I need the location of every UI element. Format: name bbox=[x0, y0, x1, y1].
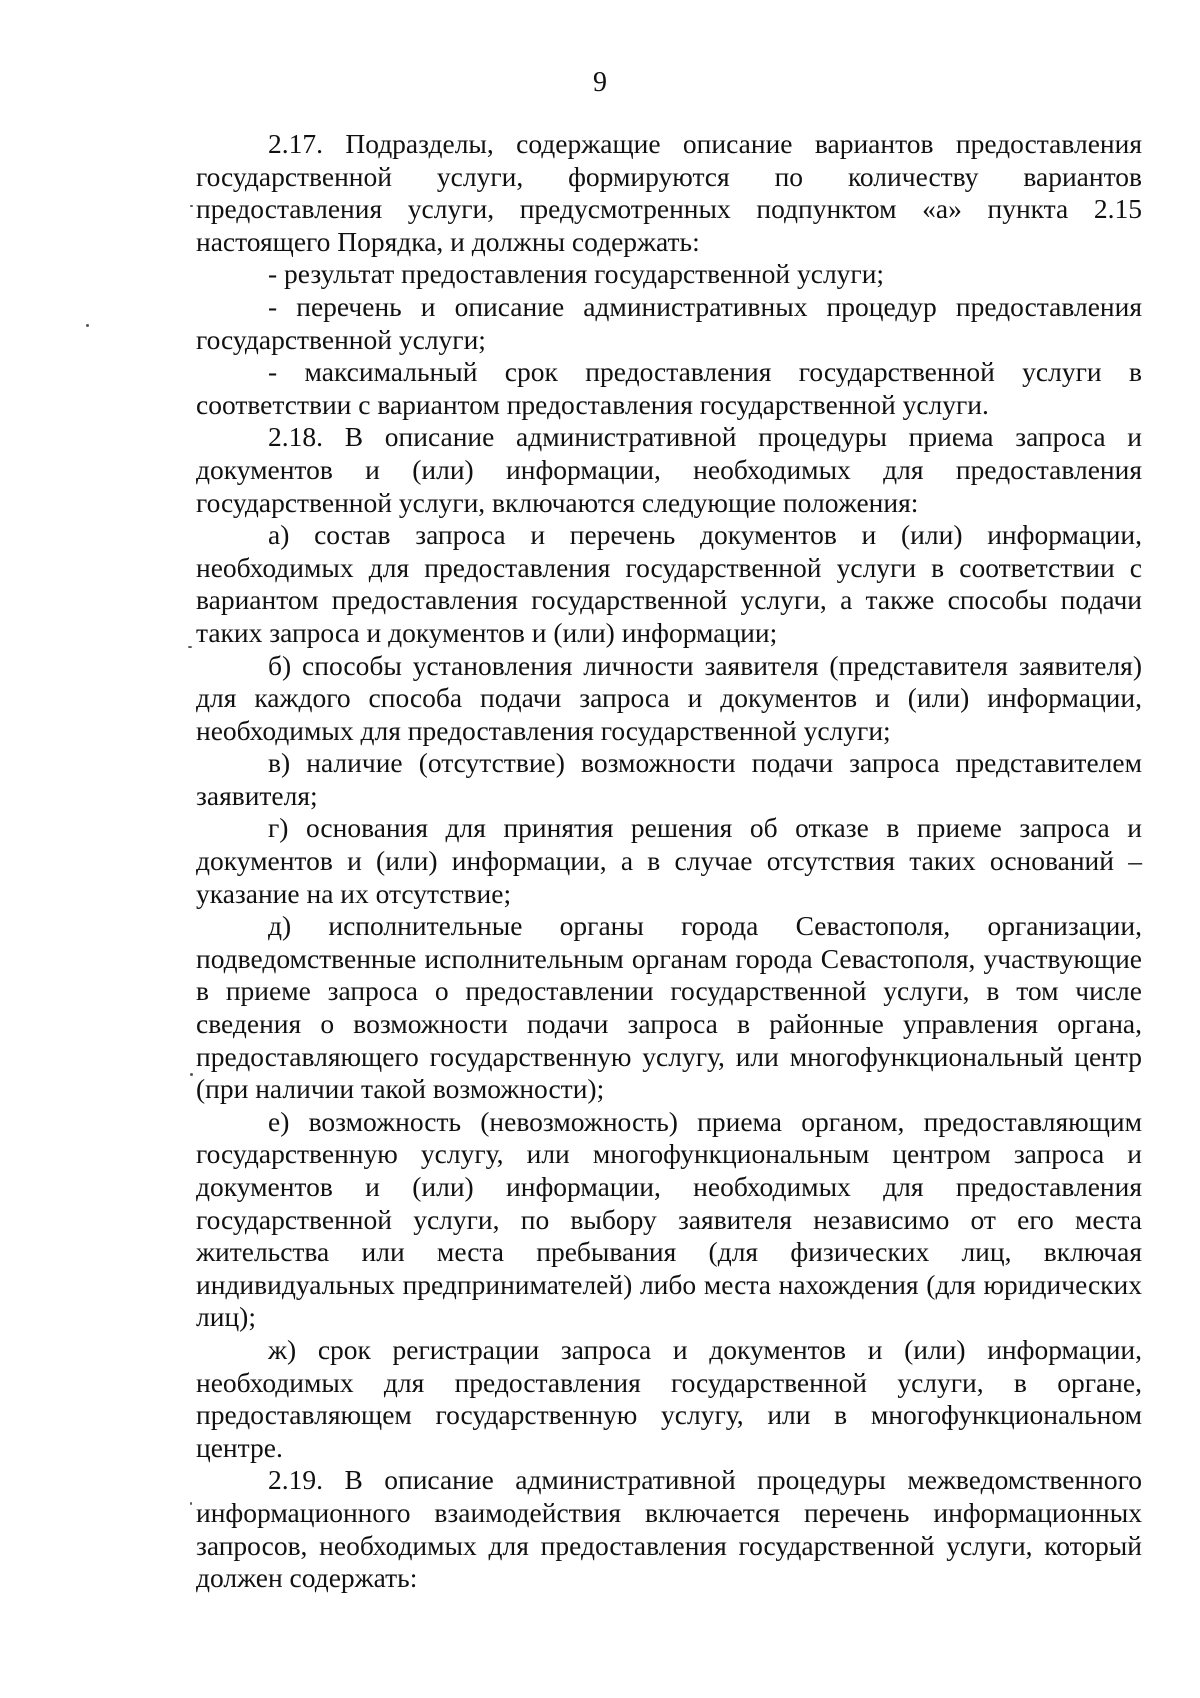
list-item-result: - результат предоставления государственной услуги; bbox=[268, 258, 885, 290]
scan-speck bbox=[86, 324, 89, 327]
subitem-v: в) наличие (отсутствие) возможности подачи запроса представителем заявителя; bbox=[196, 747, 1142, 811]
subitem-g: г) основания для принятия решения об отказе в приеме запроса и документов и (или) информации, а в случае отсутствия таких оснований – указание на их отсутствие; bbox=[196, 812, 1142, 909]
paragraph-2-19: 2.19. В описание административной процедуры межведомственного информационного взаимодействия включается перечень информационных запросов, необходимых для предоставления государственной услуги, который должен содержать: bbox=[196, 1464, 1142, 1594]
subitem-zh: ж) срок регистрации запроса и документов и (или) информации, необходимых для предоставления государственной услуги, в органе, предоставляющем государственную услугу, или в многофункциональном центре. bbox=[196, 1333, 1142, 1463]
scan-speck bbox=[188, 646, 192, 648]
scan-speck bbox=[190, 1502, 192, 1505]
list-item-procedures: - перечень и описание административных процедур предоставления государственной услуги; bbox=[196, 290, 1142, 355]
subitem-d: д) исполнительные органы города Севастополя, организации, подведомственные исполнительным органам города Севастополя, участвующие в приеме запроса о предоставлении государственной услуги, в том числе сведения о возможности подачи запроса в районные управления органа, предоставляющего государственную услугу, или многофункциональный центр (при наличии такой возможности); bbox=[196, 910, 1142, 1105]
scan-speck bbox=[190, 1073, 193, 1076]
paragraph-2-18: 2.18. В описание административной процедуры приема запроса и документов и (или) информации, необходимых для предоставления государственной услуги, включаются следующие положения: bbox=[196, 421, 1142, 518]
list-item-max-term: - максимальный срок предоставления государственной услуги в соответствии с вариантом предоставления государственной услуги. bbox=[196, 356, 1142, 420]
document-body bbox=[196, 128, 1142, 1595]
subitem-a: а) состав запроса и перечень документов и (или) информации, необходимых для предоставления государственной услуги в соответствии с вариантом предоставления государственной услуги, а также способы подачи таких запроса и документов и (или) информации; bbox=[196, 519, 1142, 648]
subitem-b: б) способы установления личности заявителя (представителя заявителя) для каждого способа подачи запроса и документов и (или) информации, необходимых для предоставления государственной услуги; bbox=[196, 649, 1142, 746]
subitem-e: е) возможность (невозможность) приема органом, предоставляющим государственную услугу, или многофункциональным центром запроса и документов и (или) информации, необходимых для предоставления государственной услуги, по выбору заявителя независимо от его места жительства или места пребывания (для физических лиц, включая индивидуальных предпринимателей) либо места нахождения (для юридических лиц); bbox=[196, 1105, 1142, 1333]
page-number: 9 bbox=[593, 67, 607, 98]
paragraph-2-17: 2.17. Подразделы, содержащие описание вариантов предоставления государственной услуги, формируются по количеству вариантов предоставления услуги, предусмотренных подпунктом «а» пункта 2.15 настоящего Порядка, и должны содержать: bbox=[196, 128, 1142, 257]
scan-speck bbox=[190, 205, 193, 207]
